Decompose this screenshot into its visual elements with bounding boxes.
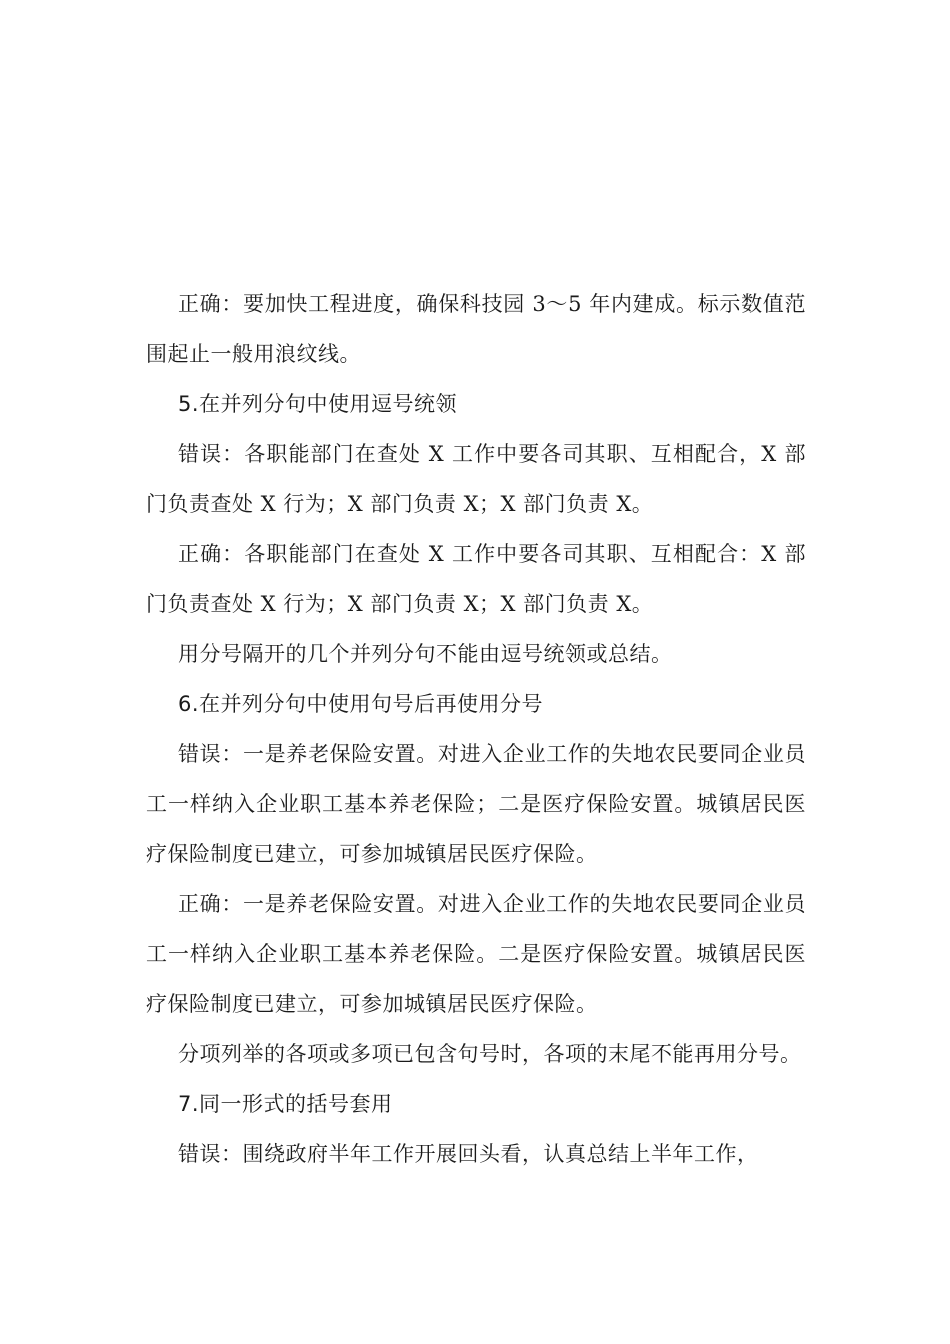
section-heading-5: 5.在并列分句中使用逗号统领 <box>178 392 458 416</box>
paragraph-correct-colon: 正确：各职能部门在查处 X 工作中要各司其职、互相配合：X 部门负责查处 X 行为；X 部门负责 X；X 部门负责 X。 <box>146 542 806 616</box>
paragraph-correct-period: 正确：一是养老保险安置。对进入企业工作的失地农民要同企业员工一样纳入企业职工基本养老保险。二是医疗保险安置。城镇居民医疗保险制度已建立，可参加城镇居民医疗保险。 <box>146 892 806 1016</box>
section-heading-7: 7.同一形式的括号套用 <box>178 1092 393 1116</box>
paragraph-wrong-period-semicolon: 错误：一是养老保险安置。对进入企业工作的失地农民要同企业员工一样纳入企业职工基本养老保险；二是医疗保险安置。城镇居民医疗保险制度已建立，可参加城镇居民医疗保险。 <box>146 742 806 866</box>
section-heading-6: 6.在并列分句中使用句号后再使用分号 <box>178 692 544 716</box>
paragraph-wrong-brackets: 错误：围绕政府半年工作开展回头看，认真总结上半年工作， <box>178 1142 759 1166</box>
paragraph-correct-range: 正确：要加快工程进度，确保科技园 3～5 年内建成。标示数值范围起止一般用浪纹线。 <box>146 292 806 366</box>
paragraph-rule-semicolon: 用分号隔开的几个并列分句不能由逗号统领或总结。 <box>178 642 673 666</box>
document-body <box>146 279 806 1179</box>
paragraph-rule-list-items: 分项列举的各项或多项已包含句号时，各项的末尾不能再用分号。 <box>178 1042 802 1066</box>
paragraph-wrong-comma: 错误：各职能部门在查处 X 工作中要各司其职、互相配合，X 部门负责查处 X 行为；X 部门负责 X；X 部门负责 X。 <box>146 442 806 516</box>
